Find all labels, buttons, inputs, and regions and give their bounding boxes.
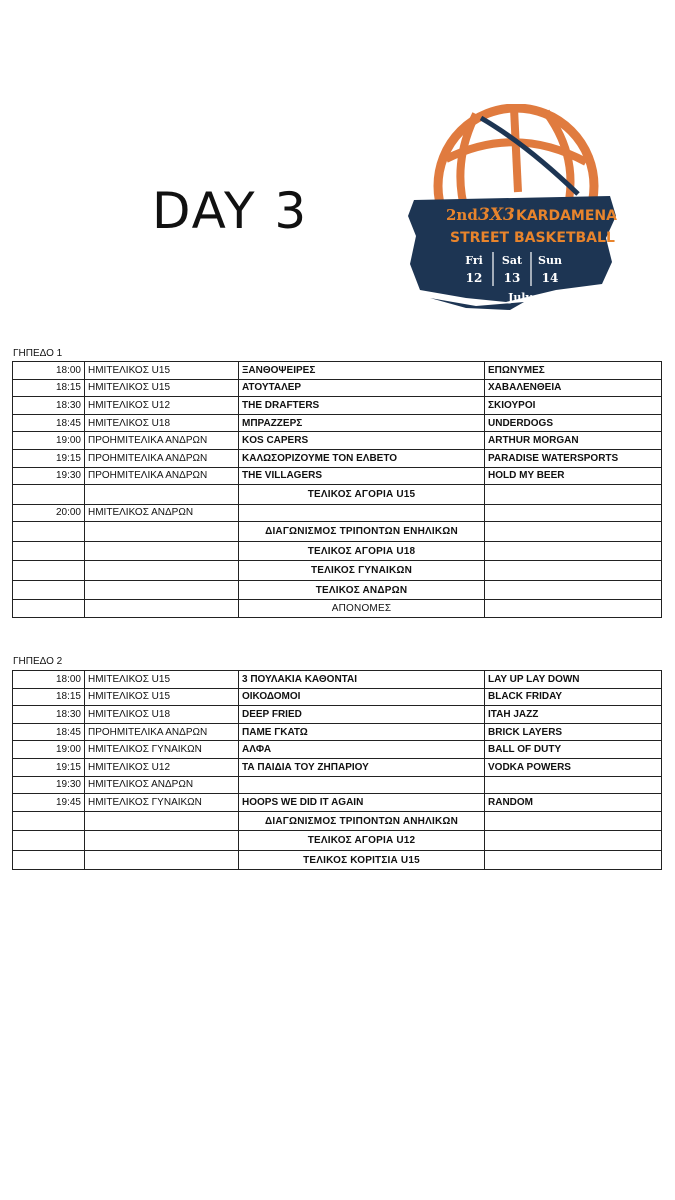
- table-row: [13, 758, 662, 776]
- team-2: ΧΑΒΑΛΕΝΘΕΙΑ: [485, 379, 662, 397]
- team-2: ΕΠΩΝΥΜΕΣ: [485, 362, 662, 380]
- final-event: ΤΕΛΙΚΟΣ ΑΝΔΡΩΝ: [239, 580, 485, 600]
- table-row: [13, 397, 662, 415]
- team-2: UNDERDOGS: [485, 414, 662, 432]
- match-category: ΗΜΙΤΕΛΙΚΟΣ U15: [85, 379, 239, 397]
- table-row: [13, 600, 662, 618]
- final-event: ΤΕΛΙΚΟΣ ΑΓΟΡΙΑ U15: [239, 485, 485, 505]
- match-category: [85, 485, 239, 505]
- table-row: [13, 794, 662, 812]
- team-1: [239, 504, 485, 522]
- final-event: ΔΙΑΓΩΝΙΣΜΟΣ ΤΡΙΠΟΝΤΩΝ ΑΝΗΛΙΚΩΝ: [239, 811, 485, 831]
- team-1: HOOPS WE DID IT AGAIN: [239, 794, 485, 812]
- match-time: 18:30: [13, 706, 85, 724]
- team-2: [485, 600, 662, 618]
- table-row: [13, 776, 662, 794]
- team-2: [485, 811, 662, 831]
- team-1: ΑΛΦΑ: [239, 741, 485, 759]
- match-time: 19:00: [13, 432, 85, 450]
- match-category: [85, 811, 239, 831]
- match-time: [13, 485, 85, 505]
- match-time: [13, 522, 85, 542]
- match-time: 18:45: [13, 414, 85, 432]
- table-row: [13, 580, 662, 600]
- match-time: 19:00: [13, 741, 85, 759]
- court-1-label: ΓΗΠΕΔΟ 1: [13, 348, 63, 359]
- table-row: [13, 723, 662, 741]
- team-2: [485, 831, 662, 851]
- awards-ceremony: ΑΠΟΝΟΜΕΣ: [239, 600, 485, 618]
- match-category: ΗΜΙΤΕΛΙΚΟΣ U18: [85, 414, 239, 432]
- tournament-logo: [406, 104, 620, 312]
- logo-day-sun: Sun: [538, 254, 562, 267]
- team-2: ITAH JAZZ: [485, 706, 662, 724]
- table-row: [13, 432, 662, 450]
- team-1: ΠΑΜΕ ΓΚΑΤΩ: [239, 723, 485, 741]
- final-event: ΤΕΛΙΚΟΣ ΚΟΡΙΤΣΙΑ U15: [239, 850, 485, 870]
- match-time: 18:15: [13, 379, 85, 397]
- team-2: [485, 504, 662, 522]
- team-2: RANDOM: [485, 794, 662, 812]
- team-2: ARTHUR MORGAN: [485, 432, 662, 450]
- team-2: [485, 522, 662, 542]
- team-1: THE VILLAGERS: [239, 467, 485, 485]
- team-2: [485, 776, 662, 794]
- final-event: ΤΕΛΙΚΟΣ ΑΓΟΡΙΑ U12: [239, 831, 485, 851]
- match-time: 20:00: [13, 504, 85, 522]
- table-row: [13, 379, 662, 397]
- team-2: PARADISE WATERSPORTS: [485, 449, 662, 467]
- match-category: ΠΡΟΗΜΙΤΕΛΙΚΑ ΑΝΔΡΩΝ: [85, 467, 239, 485]
- match-category: ΗΜΙΤΕΛΙΚΟΣ ΑΝΔΡΩΝ: [85, 776, 239, 794]
- match-time: 18:15: [13, 688, 85, 706]
- basketball-logo-graphic: [406, 104, 620, 312]
- table-row: [13, 541, 662, 561]
- match-category: [85, 561, 239, 581]
- match-category: [85, 541, 239, 561]
- team-1: DEEP FRIED: [239, 706, 485, 724]
- table-row: [13, 414, 662, 432]
- match-category: ΗΜΙΤΕΛΙΚΟΣ ΓΥΝΑΙΚΩΝ: [85, 741, 239, 759]
- team-2: [485, 580, 662, 600]
- match-category: ΗΜΙΤΕΛΙΚΟΣ U15: [85, 688, 239, 706]
- match-time: [13, 541, 85, 561]
- table-row: [13, 741, 662, 759]
- match-category: ΗΜΙΤΕΛΙΚΟΣ U18: [85, 706, 239, 724]
- logo-format: 3X3: [478, 205, 515, 225]
- court-1-schedule-table: [12, 361, 662, 618]
- match-category: ΗΜΙΤΕΛΙΚΟΣ U12: [85, 397, 239, 415]
- match-time: 18:30: [13, 397, 85, 415]
- match-category: ΠΡΟΗΜΙΤΕΛΙΚΑ ΑΝΔΡΩΝ: [85, 723, 239, 741]
- table-row: [13, 504, 662, 522]
- match-category: ΠΡΟΗΜΙΤΕΛΙΚΑ ΑΝΔΡΩΝ: [85, 449, 239, 467]
- match-time: [13, 811, 85, 831]
- match-time: 19:30: [13, 776, 85, 794]
- table-row: [13, 811, 662, 831]
- team-2: [485, 561, 662, 581]
- match-time: [13, 600, 85, 618]
- match-category: [85, 600, 239, 618]
- logo-subtitle: STREET BASKETBALL: [450, 230, 615, 246]
- logo-date-fri: 12: [465, 271, 483, 285]
- table-row: [13, 485, 662, 505]
- court-2-label: ΓΗΠΕΔΟ 2: [13, 656, 63, 667]
- match-category: ΗΜΙΤΕΛΙΚΟΣ U15: [85, 671, 239, 689]
- team-1: 3 ΠΟΥΛΑΚΙΑ ΚΑΘΟΝΤΑΙ: [239, 671, 485, 689]
- match-time: 19:30: [13, 467, 85, 485]
- logo-date-sun: 14: [541, 271, 559, 285]
- logo-day-fri: Fri: [465, 254, 483, 267]
- team-1: KOS CAPERS: [239, 432, 485, 450]
- team-2: ΣΚΙΟΥΡΟΙ: [485, 397, 662, 415]
- match-category: [85, 580, 239, 600]
- final-event: ΤΕΛΙΚΟΣ ΑΓΟΡΙΑ U18: [239, 541, 485, 561]
- team-2: [485, 485, 662, 505]
- match-time: [13, 561, 85, 581]
- team-2: BRICK LAYERS: [485, 723, 662, 741]
- table-row: [13, 688, 662, 706]
- match-time: [13, 850, 85, 870]
- team-1: [239, 776, 485, 794]
- court-2-schedule-table: [12, 670, 662, 870]
- match-time: 18:45: [13, 723, 85, 741]
- logo-date-sat: 13: [503, 271, 521, 285]
- match-category: [85, 831, 239, 851]
- team-2: BALL OF DUTY: [485, 741, 662, 759]
- logo-month: July: [508, 291, 532, 304]
- table-row: [13, 522, 662, 542]
- team-1: ΜΠΡΑΖΖΕΡΣ: [239, 414, 485, 432]
- match-category: [85, 522, 239, 542]
- table-row: [13, 831, 662, 851]
- logo-day-sat: Sat: [501, 254, 523, 267]
- team-2: [485, 541, 662, 561]
- match-time: 19:15: [13, 449, 85, 467]
- match-time: 19:45: [13, 794, 85, 812]
- match-time: 19:15: [13, 758, 85, 776]
- table-row: [13, 362, 662, 380]
- table-row: [13, 449, 662, 467]
- team-1: ΚΑΛΩΣΟΡΙΖΟΥΜΕ ΤΟΝ ΕΛΒΕΤΟ: [239, 449, 485, 467]
- table-row: [13, 561, 662, 581]
- team-1: ΟΙΚΟΔΟΜΟΙ: [239, 688, 485, 706]
- team-2: BLACK FRIDAY: [485, 688, 662, 706]
- match-time: 18:00: [13, 671, 85, 689]
- match-category: ΗΜΙΤΕΛΙΚΟΣ U12: [85, 758, 239, 776]
- match-time: [13, 831, 85, 851]
- final-event: ΤΕΛΙΚΟΣ ΓΥΝΑΙΚΩΝ: [239, 561, 485, 581]
- match-category: ΠΡΟΗΜΙΤΕΛΙΚΑ ΑΝΔΡΩΝ: [85, 432, 239, 450]
- table-row: [13, 706, 662, 724]
- match-category: [85, 850, 239, 870]
- team-1: ΤΑ ΠΑΙΔΙΑ ΤΟΥ ΖΗΠΑΡΙΟΥ: [239, 758, 485, 776]
- team-1: ΞΑΝΘΟΨΕΙΡΕΣ: [239, 362, 485, 380]
- table-row: [13, 467, 662, 485]
- final-event: ΔΙΑΓΩΝΙΣΜΟΣ ΤΡΙΠΟΝΤΩΝ ΕΝΗΛΙΚΩΝ: [239, 522, 485, 542]
- logo-edition: 2nd: [446, 206, 478, 224]
- match-category: ΗΜΙΤΕΛΙΚΟΣ ΓΥΝΑΙΚΩΝ: [85, 794, 239, 812]
- match-time: [13, 580, 85, 600]
- match-category: ΗΜΙΤΕΛΙΚΟΣ U15: [85, 362, 239, 380]
- table-row: [13, 671, 662, 689]
- team-2: LAY UP LAY DOWN: [485, 671, 662, 689]
- table-row: [13, 850, 662, 870]
- team-2: VODKA POWERS: [485, 758, 662, 776]
- match-category: ΗΜΙΤΕΛΙΚΟΣ ΑΝΔΡΩΝ: [85, 504, 239, 522]
- team-2: [485, 850, 662, 870]
- logo-location: KARDAMENA: [516, 208, 617, 224]
- match-time: 18:00: [13, 362, 85, 380]
- team-1: ΑΤΟΥΤΑΛΕΡ: [239, 379, 485, 397]
- day-title: DAY 3: [152, 182, 309, 240]
- team-2: HOLD MY BEER: [485, 467, 662, 485]
- team-1: THE DRAFTERS: [239, 397, 485, 415]
